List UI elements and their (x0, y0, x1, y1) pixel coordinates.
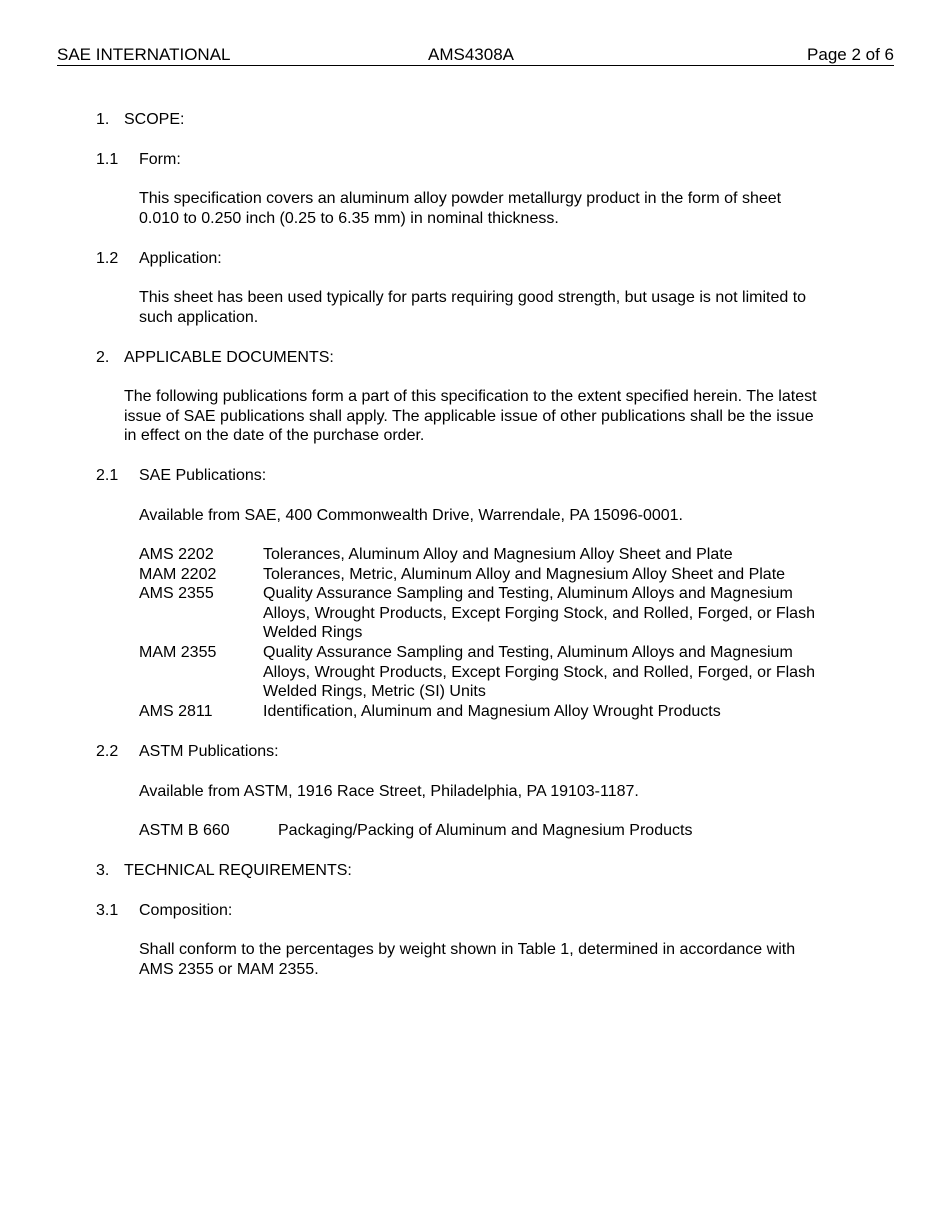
section-2-2-number: 2.2 (96, 743, 119, 760)
reference-title-line: Quality Assurance Sampling and Testing, Aluminum Alloys and Magnesium (263, 585, 793, 602)
header-organization: SAE INTERNATIONAL (57, 45, 231, 64)
section-1-2-number: 1.2 (96, 250, 119, 267)
section-2-number: 2. (96, 349, 110, 366)
reference-title-line: Alloys, Wrought Products, Except Forging Stock, and Rolled, Forged, or Flash (263, 663, 815, 681)
reference-title-line: Quality Assurance Sampling and Testing, Aluminum Alloys and Magnesium (263, 644, 793, 661)
header-page-number: Page 2 of 6 (807, 45, 894, 64)
section-1-title: SCOPE: (124, 111, 185, 128)
section-1-2-paragraph (139, 288, 806, 327)
reference-title (263, 545, 873, 565)
section-2-paragraph (124, 387, 817, 446)
section-2-1-title: SAE Publications: (139, 467, 267, 484)
reference-code: AMS 2202 (139, 546, 214, 563)
section-1-number: 1. (96, 111, 110, 128)
paragraph-line: Shall conform to the percentages by weight shown in Table 1, determined in accordance with (139, 941, 796, 958)
reference-title-line: Tolerances, Aluminum Alloy and Magnesium Alloy Sheet and Plate (263, 546, 733, 563)
astm-reference-code: ASTM B 660 (139, 822, 230, 839)
reference-title-line: Tolerances, Metric, Aluminum Alloy and Magnesium Alloy Sheet and Plate (263, 566, 786, 583)
section-3-number: 3. (96, 862, 110, 879)
paragraph-line: in effect on the date of the purchase order. (124, 427, 425, 445)
reference-title (263, 702, 873, 722)
section-1-1-number: 1.1 (96, 151, 119, 168)
reference-code: MAM 2202 (139, 566, 217, 583)
header-document-number: AMS4308A (428, 45, 514, 64)
paragraph-line: The following publications form a part of this specification to the extent specified herein. The latest (124, 388, 817, 405)
reference-code: AMS 2355 (139, 585, 214, 602)
astm-reference-title: Packaging/Packing of Aluminum and Magnesium Products (278, 822, 693, 839)
sae-availability: Available from SAE, 400 Commonwealth Drive, Warrendale, PA 15096-0001. (139, 507, 683, 524)
section-1-1-paragraph (139, 189, 781, 228)
section-2-title: APPLICABLE DOCUMENTS: (124, 349, 334, 366)
paragraph-line: 0.010 to 0.250 inch (0.25 to 6.35 mm) in nominal thickness. (139, 209, 559, 227)
section-3-1-title: Composition: (139, 902, 233, 919)
reference-title-line: Welded Rings, Metric (SI) Units (263, 683, 486, 701)
paragraph-line: This sheet has been used typically for parts requiring good strength, but usage is not limited to (139, 289, 807, 306)
section-3-1-paragraph (139, 940, 795, 979)
paragraph-line: issue of SAE publications shall apply. The applicable issue of other publications shall be the issue (124, 407, 814, 425)
paragraph-line: AMS 2355 or MAM 2355. (139, 960, 319, 978)
reference-title-line: Identification, Aluminum and Magnesium Alloy Wrought Products (263, 703, 721, 720)
reference-title (263, 584, 873, 643)
section-2-1-number: 2.1 (96, 467, 119, 484)
reference-title (263, 565, 873, 585)
reference-code: AMS 2811 (139, 703, 213, 720)
section-1-1-title: Form: (139, 151, 181, 168)
paragraph-line: such application. (139, 308, 259, 326)
paragraph-line: This specification covers an aluminum alloy powder metallurgy product in the form of sheet (139, 190, 782, 207)
reference-title (263, 643, 873, 702)
section-3-1-number: 3.1 (96, 902, 119, 919)
reference-title-line: Welded Rings (263, 624, 363, 642)
astm-availability: Available from ASTM, 1916 Race Street, Philadelphia, PA 19103-1187. (139, 783, 639, 800)
reference-code: MAM 2355 (139, 644, 217, 661)
reference-title-line: Alloys, Wrought Products, Except Forging Stock, and Rolled, Forged, or Flash (263, 604, 815, 622)
section-2-2-title: ASTM Publications: (139, 743, 279, 760)
section-1-2-title: Application: (139, 250, 222, 267)
page-header (57, 45, 894, 66)
section-3-title: TECHNICAL REQUIREMENTS: (124, 862, 352, 879)
